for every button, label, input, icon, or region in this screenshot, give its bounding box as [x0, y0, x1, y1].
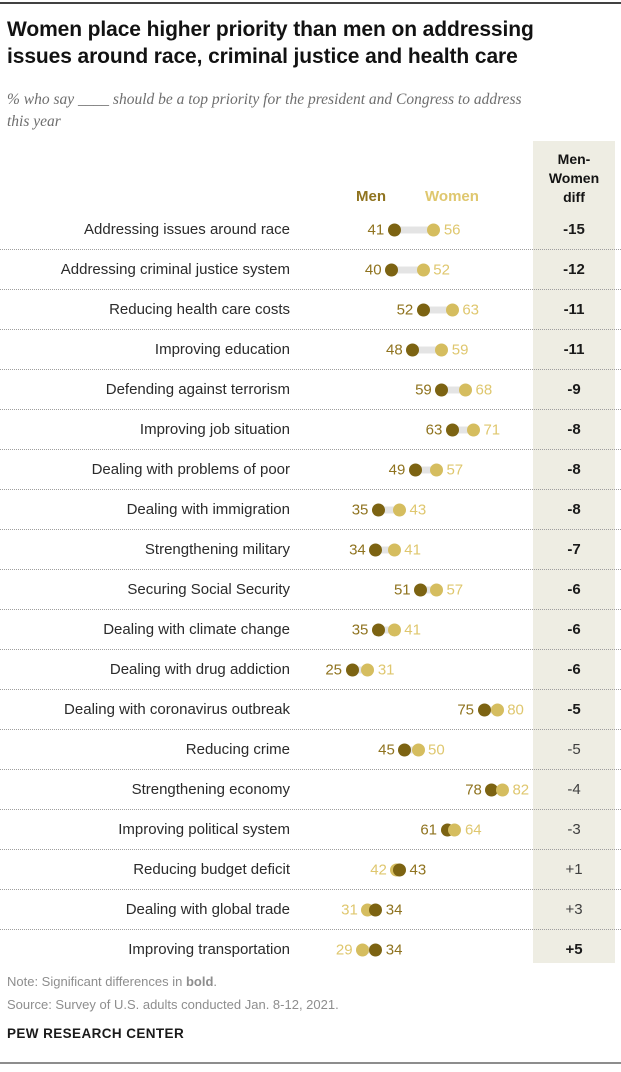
- legend-men-label: Men: [356, 188, 386, 205]
- women-value: 59: [451, 341, 469, 358]
- diff-value: -15: [563, 221, 585, 238]
- women-value: 29: [335, 941, 353, 958]
- chart-row: [0, 810, 621, 850]
- men-dot: [372, 503, 385, 516]
- row-label: Strengthening economy: [131, 781, 290, 798]
- chart-row: [0, 370, 621, 410]
- top-rule: [0, 2, 621, 4]
- men-value: 63: [425, 421, 443, 438]
- men-dot: [369, 543, 382, 556]
- women-value: 71: [483, 421, 501, 438]
- chart-row: [0, 450, 621, 490]
- row-label: Improving political system: [118, 821, 290, 838]
- row-label: Improving education: [154, 341, 290, 358]
- diff-value: -12: [563, 261, 585, 278]
- row-label: Reducing health care costs: [109, 301, 290, 318]
- women-dot: [435, 343, 448, 356]
- bottom-rule: [0, 1062, 621, 1064]
- men-value: 75: [457, 701, 474, 718]
- men-dot: [385, 263, 398, 276]
- diff-value: -7: [567, 541, 581, 558]
- row-label: Addressing criminal justice system: [60, 261, 290, 278]
- women-value: 64: [464, 821, 482, 838]
- diff-value: +5: [565, 941, 583, 958]
- men-dot: [414, 583, 427, 596]
- diff-header-line2: Women: [548, 170, 600, 186]
- chart-row: [0, 530, 621, 570]
- women-dot: [427, 223, 440, 236]
- diff-value: -11: [563, 301, 585, 318]
- note-bold-word: bold: [185, 974, 214, 989]
- men-dot: [372, 623, 385, 636]
- women-dot: [448, 823, 461, 836]
- chart-row: [0, 850, 621, 890]
- men-value: 48: [386, 341, 403, 358]
- note-suffix: .: [213, 974, 218, 989]
- women-dot: [417, 263, 430, 276]
- women-value: 57: [446, 581, 464, 598]
- diff-header-line1: Men-: [557, 151, 591, 167]
- women-value: 68: [475, 381, 493, 398]
- men-value: 51: [393, 581, 411, 598]
- chart-row: [0, 250, 621, 290]
- men-value: 49: [388, 461, 406, 478]
- women-dot: [361, 663, 374, 676]
- row-label: Dealing with immigration: [126, 501, 290, 518]
- men-value: 45: [378, 741, 395, 758]
- chart-row: [0, 690, 621, 730]
- diff-value: -6: [567, 661, 581, 678]
- chart-row: [0, 410, 621, 450]
- women-value: 41: [404, 541, 421, 558]
- women-dot: [459, 383, 472, 396]
- men-dot: [478, 703, 491, 716]
- row-label: Improving job situation: [139, 421, 290, 438]
- chart-row: [0, 770, 621, 810]
- women-value: 63: [462, 301, 479, 318]
- women-value: 52: [433, 261, 450, 278]
- diff-value: -3: [567, 821, 581, 838]
- page-title: Women place higher priority than men on addressing issues around race, criminal justice and health care: [7, 18, 534, 68]
- row-label: Dealing with coronavirus outbreak: [64, 701, 290, 718]
- diff-column-header: [533, 150, 615, 207]
- women-value: 41: [404, 621, 421, 638]
- men-value: 35: [351, 501, 369, 518]
- women-dot: [446, 303, 459, 316]
- chart-rows: [0, 210, 621, 969]
- row-label: Dealing with drug addiction: [109, 661, 290, 678]
- women-value: 80: [507, 701, 524, 718]
- men-dot: [369, 943, 382, 956]
- men-dot: [409, 463, 422, 476]
- women-dot: [393, 503, 406, 516]
- chart-row: [0, 210, 621, 250]
- chart-subtitle: % who say ____ should be a top priority for the president and Congress to address this year: [7, 91, 522, 130]
- diff-header-line3: diff: [563, 189, 585, 205]
- men-dot: [446, 423, 459, 436]
- chart-row: [0, 610, 621, 650]
- source-text: Source: Survey of U.S. adults conducted Jan. 8-12, 2021.: [7, 997, 339, 1012]
- men-dot: [417, 303, 430, 316]
- note-text: [7, 973, 217, 991]
- women-value: 50: [428, 741, 445, 758]
- men-value: 43: [409, 861, 427, 878]
- men-dot: [406, 343, 419, 356]
- chart-row: [0, 330, 621, 370]
- row-label: Defending against terrorism: [105, 381, 290, 398]
- row-label: Strengthening military: [144, 541, 290, 558]
- men-dot: [369, 903, 382, 916]
- men-dot: [388, 223, 401, 236]
- women-dot: [356, 943, 369, 956]
- row-label: Reducing budget deficit: [133, 861, 290, 878]
- chart-row: [0, 570, 621, 610]
- women-value: 31: [341, 901, 358, 918]
- diff-value: -9: [567, 381, 581, 398]
- brand-text: PEW RESEARCH CENTER: [7, 1026, 185, 1041]
- men-value: 25: [325, 661, 342, 678]
- diff-value: -5: [567, 701, 581, 718]
- row-label: Dealing with problems of poor: [91, 461, 290, 478]
- note-prefix: Note: Significant differences in: [7, 974, 186, 989]
- women-dot: [388, 543, 401, 556]
- row-label: Securing Social Security: [127, 581, 290, 598]
- women-dot: [467, 423, 480, 436]
- diff-value: -4: [567, 781, 581, 798]
- men-value: 52: [396, 301, 414, 318]
- men-value: 34: [385, 941, 403, 958]
- women-dot: [430, 583, 443, 596]
- chart-row: [0, 890, 621, 930]
- men-value: 59: [415, 381, 432, 398]
- men-dot: [435, 383, 448, 396]
- women-value: 31: [377, 661, 395, 678]
- women-dot: [388, 623, 401, 636]
- row-label: Dealing with climate change: [103, 621, 290, 638]
- men-dot: [398, 743, 411, 756]
- chart-row: [0, 650, 621, 690]
- diff-value: -5: [567, 741, 581, 758]
- men-value: 61: [420, 821, 438, 838]
- women-dot: [491, 703, 504, 716]
- diff-value: -8: [567, 421, 581, 438]
- diff-value: -6: [567, 621, 581, 638]
- row-label: Dealing with global trade: [125, 901, 290, 918]
- diff-value: +1: [565, 861, 583, 878]
- men-value: 34: [349, 541, 366, 558]
- women-dot: [496, 783, 509, 796]
- diff-value: +3: [565, 901, 583, 918]
- diff-value: -6: [567, 581, 581, 598]
- women-dot: [412, 743, 425, 756]
- men-value: 34: [385, 901, 403, 918]
- men-value: 40: [364, 261, 382, 278]
- women-value: 57: [446, 461, 464, 478]
- women-value: 42: [370, 861, 387, 878]
- row-label: Improving transportation: [128, 941, 290, 958]
- women-value: 56: [443, 221, 461, 238]
- chart-row: [0, 730, 621, 770]
- row-label: Reducing crime: [185, 741, 290, 758]
- diff-value: -8: [567, 501, 581, 518]
- row-label: Addressing issues around race: [84, 221, 290, 238]
- chart-row: [0, 490, 621, 530]
- men-dot: [393, 863, 406, 876]
- women-value: 82: [512, 781, 530, 798]
- chart-area: [0, 141, 621, 963]
- men-dot: [346, 663, 359, 676]
- diff-value: -11: [563, 341, 585, 358]
- chart-row: [0, 930, 621, 969]
- men-value: 41: [367, 221, 385, 238]
- women-value: 43: [409, 501, 427, 518]
- diff-value: -8: [567, 461, 581, 478]
- chart-row: [0, 290, 621, 330]
- men-value: 78: [465, 781, 482, 798]
- legend-women-label: Women: [425, 188, 479, 205]
- women-dot: [430, 463, 443, 476]
- men-value: 35: [351, 621, 369, 638]
